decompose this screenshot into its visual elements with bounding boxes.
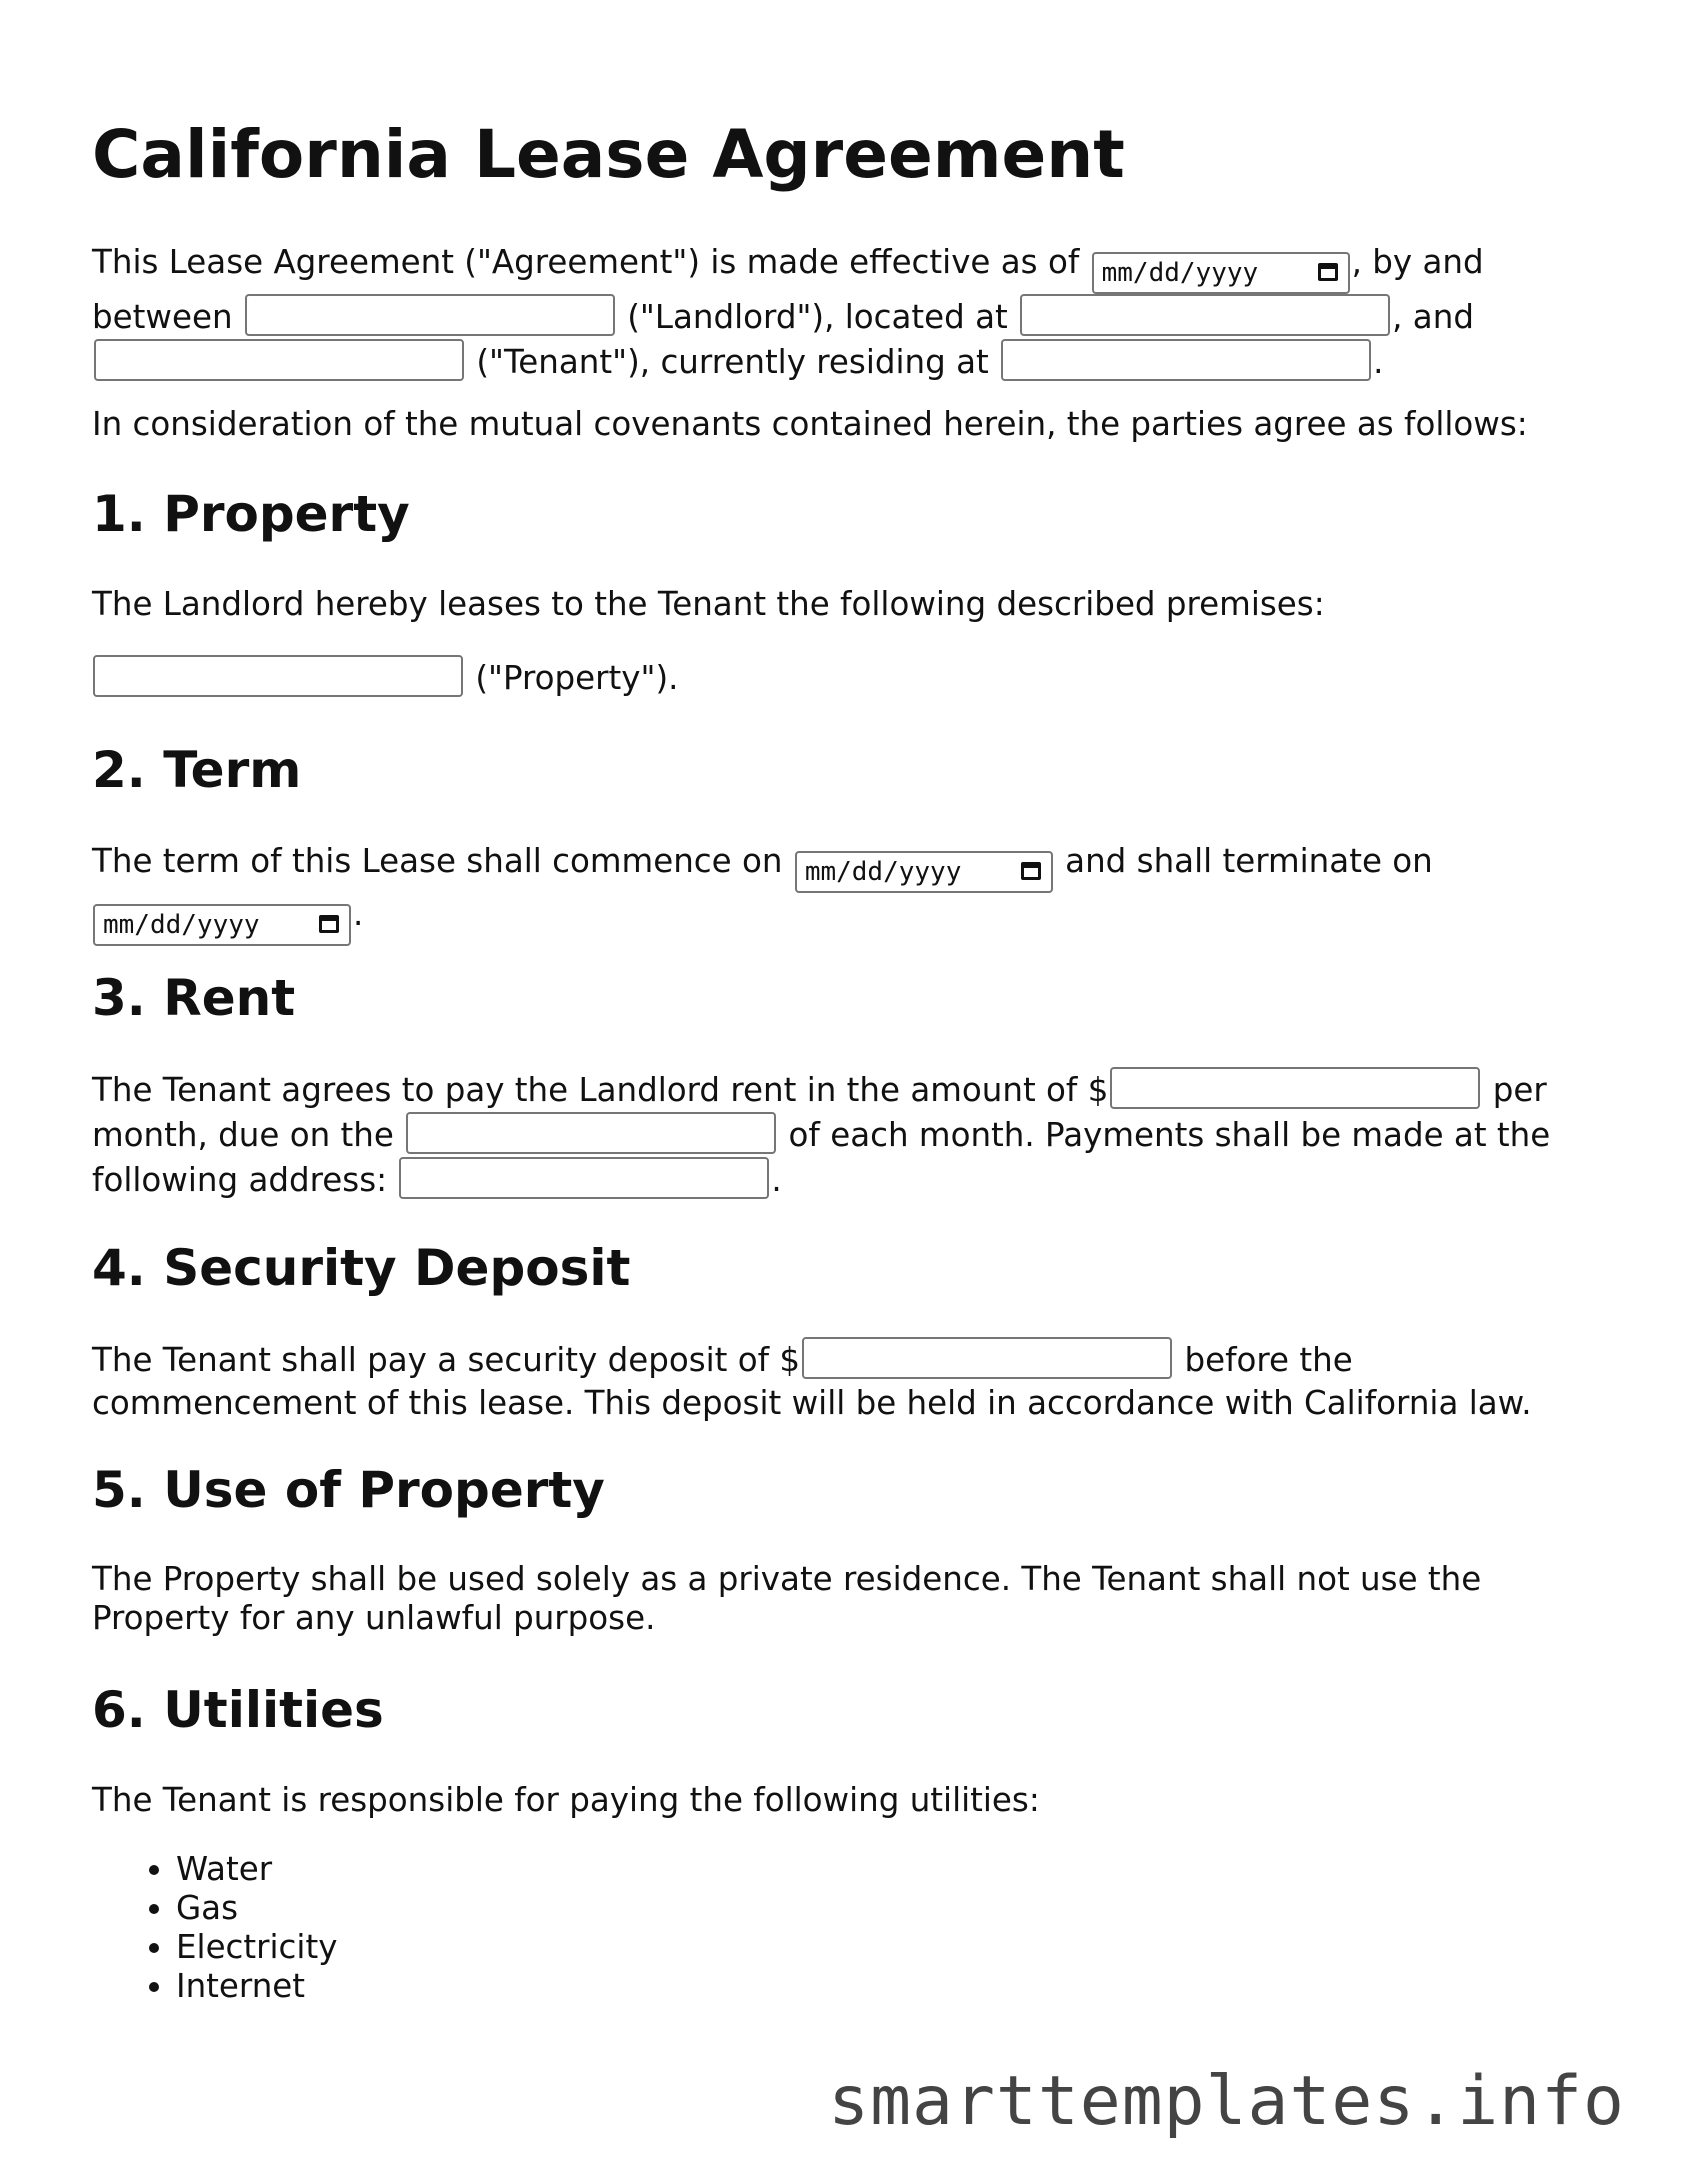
watermark: smarttemplates.info bbox=[828, 2062, 1625, 2141]
utilities-list bbox=[92, 1850, 337, 2006]
rent-text-2: per month, due on the bbox=[92, 1071, 1547, 1154]
section-utilities-text: The Tenant is responsible for paying the following utilities: bbox=[92, 1781, 1040, 1819]
list-item: • Electricity bbox=[176, 1928, 337, 1967]
intro-text-2: , by and between bbox=[92, 243, 1484, 336]
section-utilities-heading: 6. Utilities bbox=[92, 1681, 384, 1739]
intro-text-3: ("Landlord"), located at bbox=[627, 298, 1008, 336]
calendar-icon[interactable] bbox=[319, 915, 339, 933]
calendar-icon[interactable] bbox=[1021, 862, 1041, 880]
terminate-date-input[interactable] bbox=[93, 904, 351, 946]
landlord-name-field[interactable] bbox=[245, 294, 615, 336]
deposit-text-2: before the commencement of this lease. This deposit will be held in accordance with California law. bbox=[92, 1341, 1532, 1422]
section-rent-text bbox=[92, 1067, 1612, 1202]
commence-date-input[interactable] bbox=[795, 851, 1053, 893]
section-use-heading: 5. Use of Property bbox=[92, 1461, 605, 1519]
effective-date-input[interactable] bbox=[1092, 252, 1350, 294]
commence-date-placeholder: mm/dd/yyyy bbox=[804, 857, 962, 887]
page-title: California Lease Agreement bbox=[92, 116, 1125, 193]
section-term-heading: 2. Term bbox=[92, 741, 302, 799]
section-property-text: The Landlord hereby leases to the Tenant the following described premises: bbox=[92, 585, 1325, 623]
property-suffix: ("Property"). bbox=[475, 659, 679, 697]
section-deposit-text bbox=[92, 1337, 1612, 1425]
section-rent-heading: 3. Rent bbox=[92, 969, 296, 1027]
deposit-text-1: The Tenant shall pay a security deposit of $ bbox=[92, 1341, 801, 1379]
intro-text-6: . bbox=[1373, 343, 1384, 381]
term-text-2: and shall terminate on bbox=[1065, 842, 1433, 880]
rent-due-day-field[interactable] bbox=[406, 1112, 776, 1154]
intro-text-4: , and bbox=[1392, 298, 1474, 336]
list-item: • Water bbox=[176, 1850, 337, 1889]
section-term-text bbox=[92, 840, 1612, 946]
rent-amount-field[interactable] bbox=[1110, 1067, 1480, 1109]
intro-paragraph bbox=[92, 241, 1612, 384]
tenant-address-field[interactable] bbox=[1001, 339, 1371, 381]
section-property-heading: 1. Property bbox=[92, 485, 410, 543]
rent-text-3: of each month. Payments shall be made at the following address: bbox=[92, 1116, 1551, 1199]
deposit-amount-field[interactable] bbox=[802, 1337, 1172, 1379]
payment-address-field[interactable] bbox=[399, 1157, 769, 1199]
term-text-3: . bbox=[353, 895, 364, 933]
intro-text-1: This Lease Agreement ("Agreement") is made effective as of bbox=[92, 243, 1080, 281]
rent-text-4: . bbox=[771, 1161, 782, 1199]
section-deposit-heading: 4. Security Deposit bbox=[92, 1239, 631, 1297]
list-item: • Gas bbox=[176, 1889, 337, 1928]
list-item: • Internet bbox=[176, 1967, 337, 2006]
property-description-field[interactable] bbox=[93, 655, 463, 697]
landlord-address-field[interactable] bbox=[1020, 294, 1390, 336]
rent-text-1: The Tenant agrees to pay the Landlord rent in the amount of $ bbox=[92, 1071, 1109, 1109]
section-use-text: The Property shall be used solely as a private residence. The Tenant shall not use the Property for any unlawful purpose. bbox=[92, 1560, 1482, 1637]
consideration-text: In consideration of the mutual covenants contained herein, the parties agree as follows: bbox=[92, 405, 1528, 443]
effective-date-placeholder: mm/dd/yyyy bbox=[1101, 258, 1259, 288]
property-line bbox=[92, 655, 1612, 700]
intro-text-5: ("Tenant"), currently residing at bbox=[476, 343, 989, 381]
calendar-icon[interactable] bbox=[1318, 263, 1338, 281]
tenant-name-field[interactable] bbox=[94, 339, 464, 381]
terminate-date-placeholder: mm/dd/yyyy bbox=[103, 910, 260, 940]
term-text-1: The term of this Lease shall commence on bbox=[92, 842, 783, 880]
